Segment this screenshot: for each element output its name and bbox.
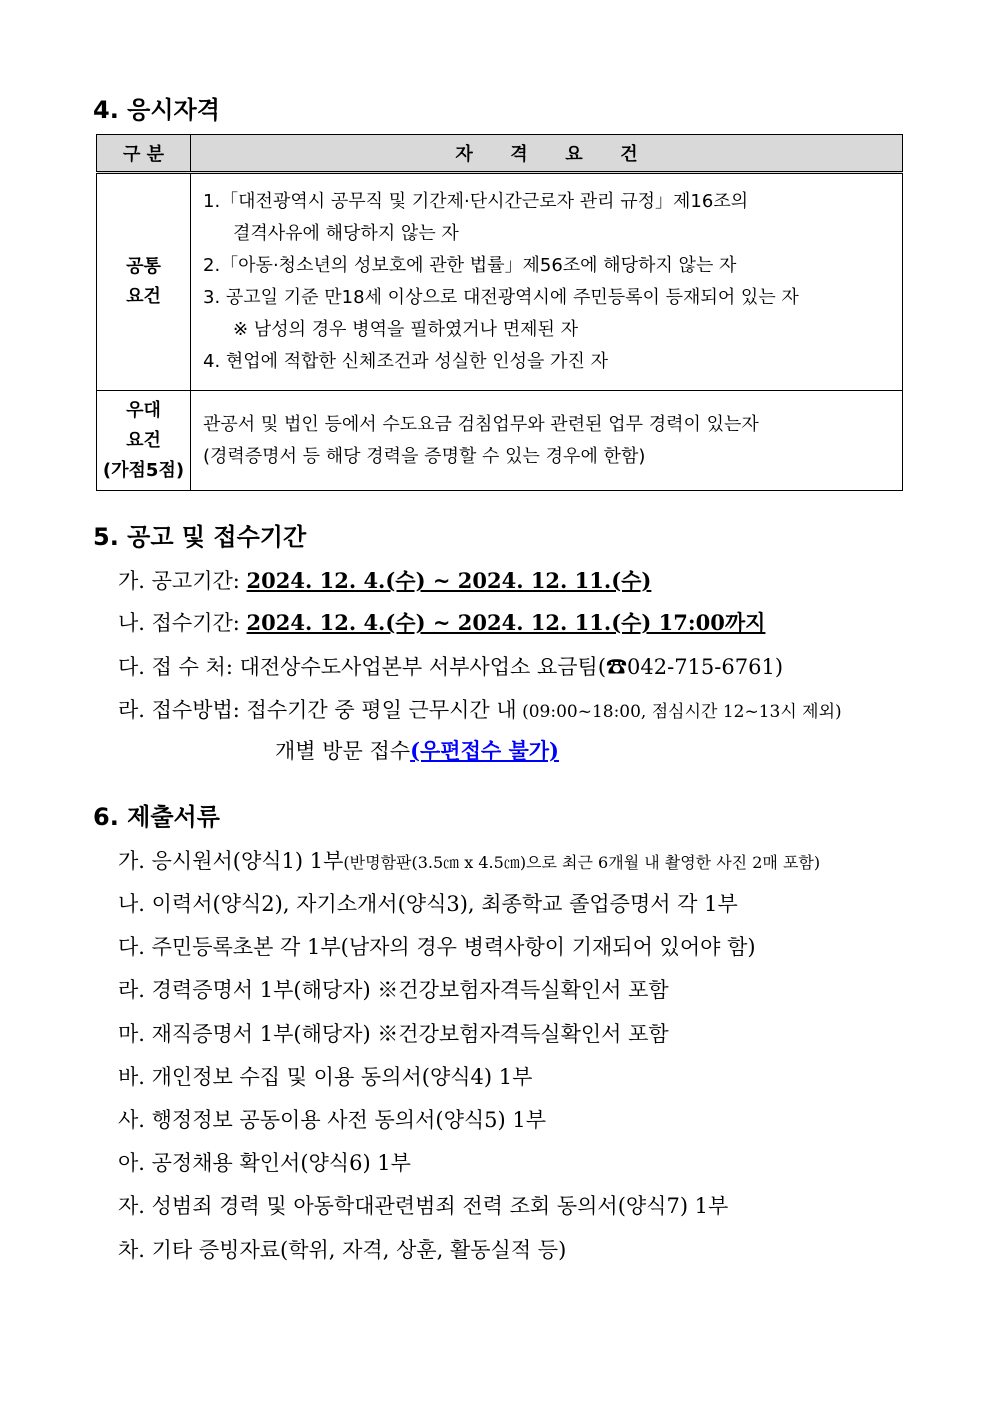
- common-label-line2: 요건: [126, 286, 161, 307]
- list-item: 차. 기타 증빙자료(학위, 자격, 상훈, 활동실적 등): [118, 1238, 567, 1262]
- column-header-category: 구 분: [97, 135, 191, 173]
- application-method-value: 접수기간 중 평일 근무시간 내: [246, 698, 517, 722]
- announcement-period-value: 2024. 12. 4.(수) ~ 2024. 12. 11.(수): [246, 568, 652, 593]
- list-item: 마. 재직증명서 1부(해당자) ※건강보험자격득실확인서 포함: [118, 1022, 669, 1046]
- application-office: [118, 651, 783, 681]
- section-6-heading: 6. 제출서류: [93, 803, 220, 831]
- table-header-row: [97, 135, 903, 173]
- announcement-period-label: 가. 공고기간:: [118, 569, 247, 593]
- list-item: (경력증명서 등 해당 경력을 증명할 수 있는 경우에 한함): [203, 445, 646, 467]
- qualification-table: [96, 134, 903, 491]
- list-item: 나. 이력서(양식2), 자기소개서(양식3), 최종학교 졸업증명서 각 1부: [118, 892, 738, 916]
- list-item: ※ 남성의 경우 병역을 필하였거나 면제된 자: [233, 319, 579, 340]
- preferred-requirements-label: [97, 391, 191, 491]
- list-item: 아. 공정채용 확인서(양식6) 1부: [118, 1151, 411, 1175]
- list-item: 3. 공고일 기준 만18세 이상으로 대전광역시에 주민등록이 등재되어 있는 자: [203, 287, 799, 308]
- common-label-line1: 공통: [126, 256, 161, 277]
- list-item: [118, 845, 820, 875]
- application-method: [118, 694, 842, 724]
- preferred-requirements-content: [191, 391, 903, 491]
- list-item: 관공서 및 법인 등에서 수도요금 검침업무와 관련된 업무 경력이 있는자: [203, 413, 759, 435]
- section-4-heading: 4. 응시자격: [93, 96, 220, 124]
- table-row-preferred: [97, 391, 903, 491]
- application-office-value: 대전상수도사업본부 서부사업소 요금팀(☎042-715-6761): [239, 655, 784, 679]
- application-method-label: 라. 접수방법:: [118, 698, 247, 722]
- column-header-requirements: 자 격 요 건: [191, 135, 903, 173]
- pref-label-line1: 우대: [126, 399, 161, 421]
- application-method-hours: (09:00~18:00, 점심시간 12~13시 제외): [516, 702, 842, 722]
- list-item: 2.「아동·청소년의 성보호에 관한 법률」제56조에 해당하지 않는 자: [203, 255, 737, 276]
- announcement-period: [118, 565, 651, 595]
- application-period: [118, 607, 765, 637]
- section-5-heading: 5. 공고 및 접수기간: [93, 523, 307, 551]
- common-requirements-label: [97, 173, 191, 391]
- list-item: 사. 행정정보 공동이용 사전 동의서(양식5) 1부: [118, 1108, 547, 1132]
- photo-requirement: (반명함판(3.5㎝ x 4.5㎝)으로 최근 6개월 내 촬영한 사진 2매 포함): [343, 853, 821, 872]
- list-item: 자. 성범죄 경력 및 아동학대관련범죄 전력 조회 동의서(양식7) 1부: [118, 1194, 729, 1218]
- application-method-line2: [275, 735, 559, 765]
- application-period-label: 나. 접수기간:: [118, 611, 247, 635]
- table-row-common: [97, 173, 903, 391]
- list-item: 4. 현업에 적합한 신체조건과 성실한 인성을 가진 자: [203, 351, 608, 372]
- list-item: 다. 주민등록초본 각 1부(남자의 경우 병력사항이 기재되어 있어야 함): [118, 935, 756, 959]
- list-item: 라. 경력증명서 1부(해당자) ※건강보험자격득실확인서 포함: [118, 978, 669, 1002]
- application-office-label: 다. 접 수 처:: [118, 655, 240, 679]
- pref-label-line3: (가점5점): [102, 459, 185, 481]
- list-item: 바. 개인정보 수집 및 이용 동의서(양식4) 1부: [118, 1065, 533, 1089]
- common-requirements-content: [191, 173, 903, 391]
- list-item: 1.「대전광역시 공무직 및 기간제·단시간근로자 관리 규정」제16조의: [203, 191, 749, 212]
- list-item: 결격사유에 해당하지 않는 자: [233, 223, 459, 244]
- visit-application: 개별 방문 접수: [275, 739, 411, 763]
- application-period-value: 2024. 12. 4.(수) ~ 2024. 12. 11.(수) 17:00까지: [246, 610, 766, 635]
- pref-label-line2: 요건: [126, 429, 161, 451]
- document-item-1: 가. 응시원서(양식1) 1부: [118, 849, 344, 873]
- no-mail-note: (우편접수 불가): [410, 738, 559, 763]
